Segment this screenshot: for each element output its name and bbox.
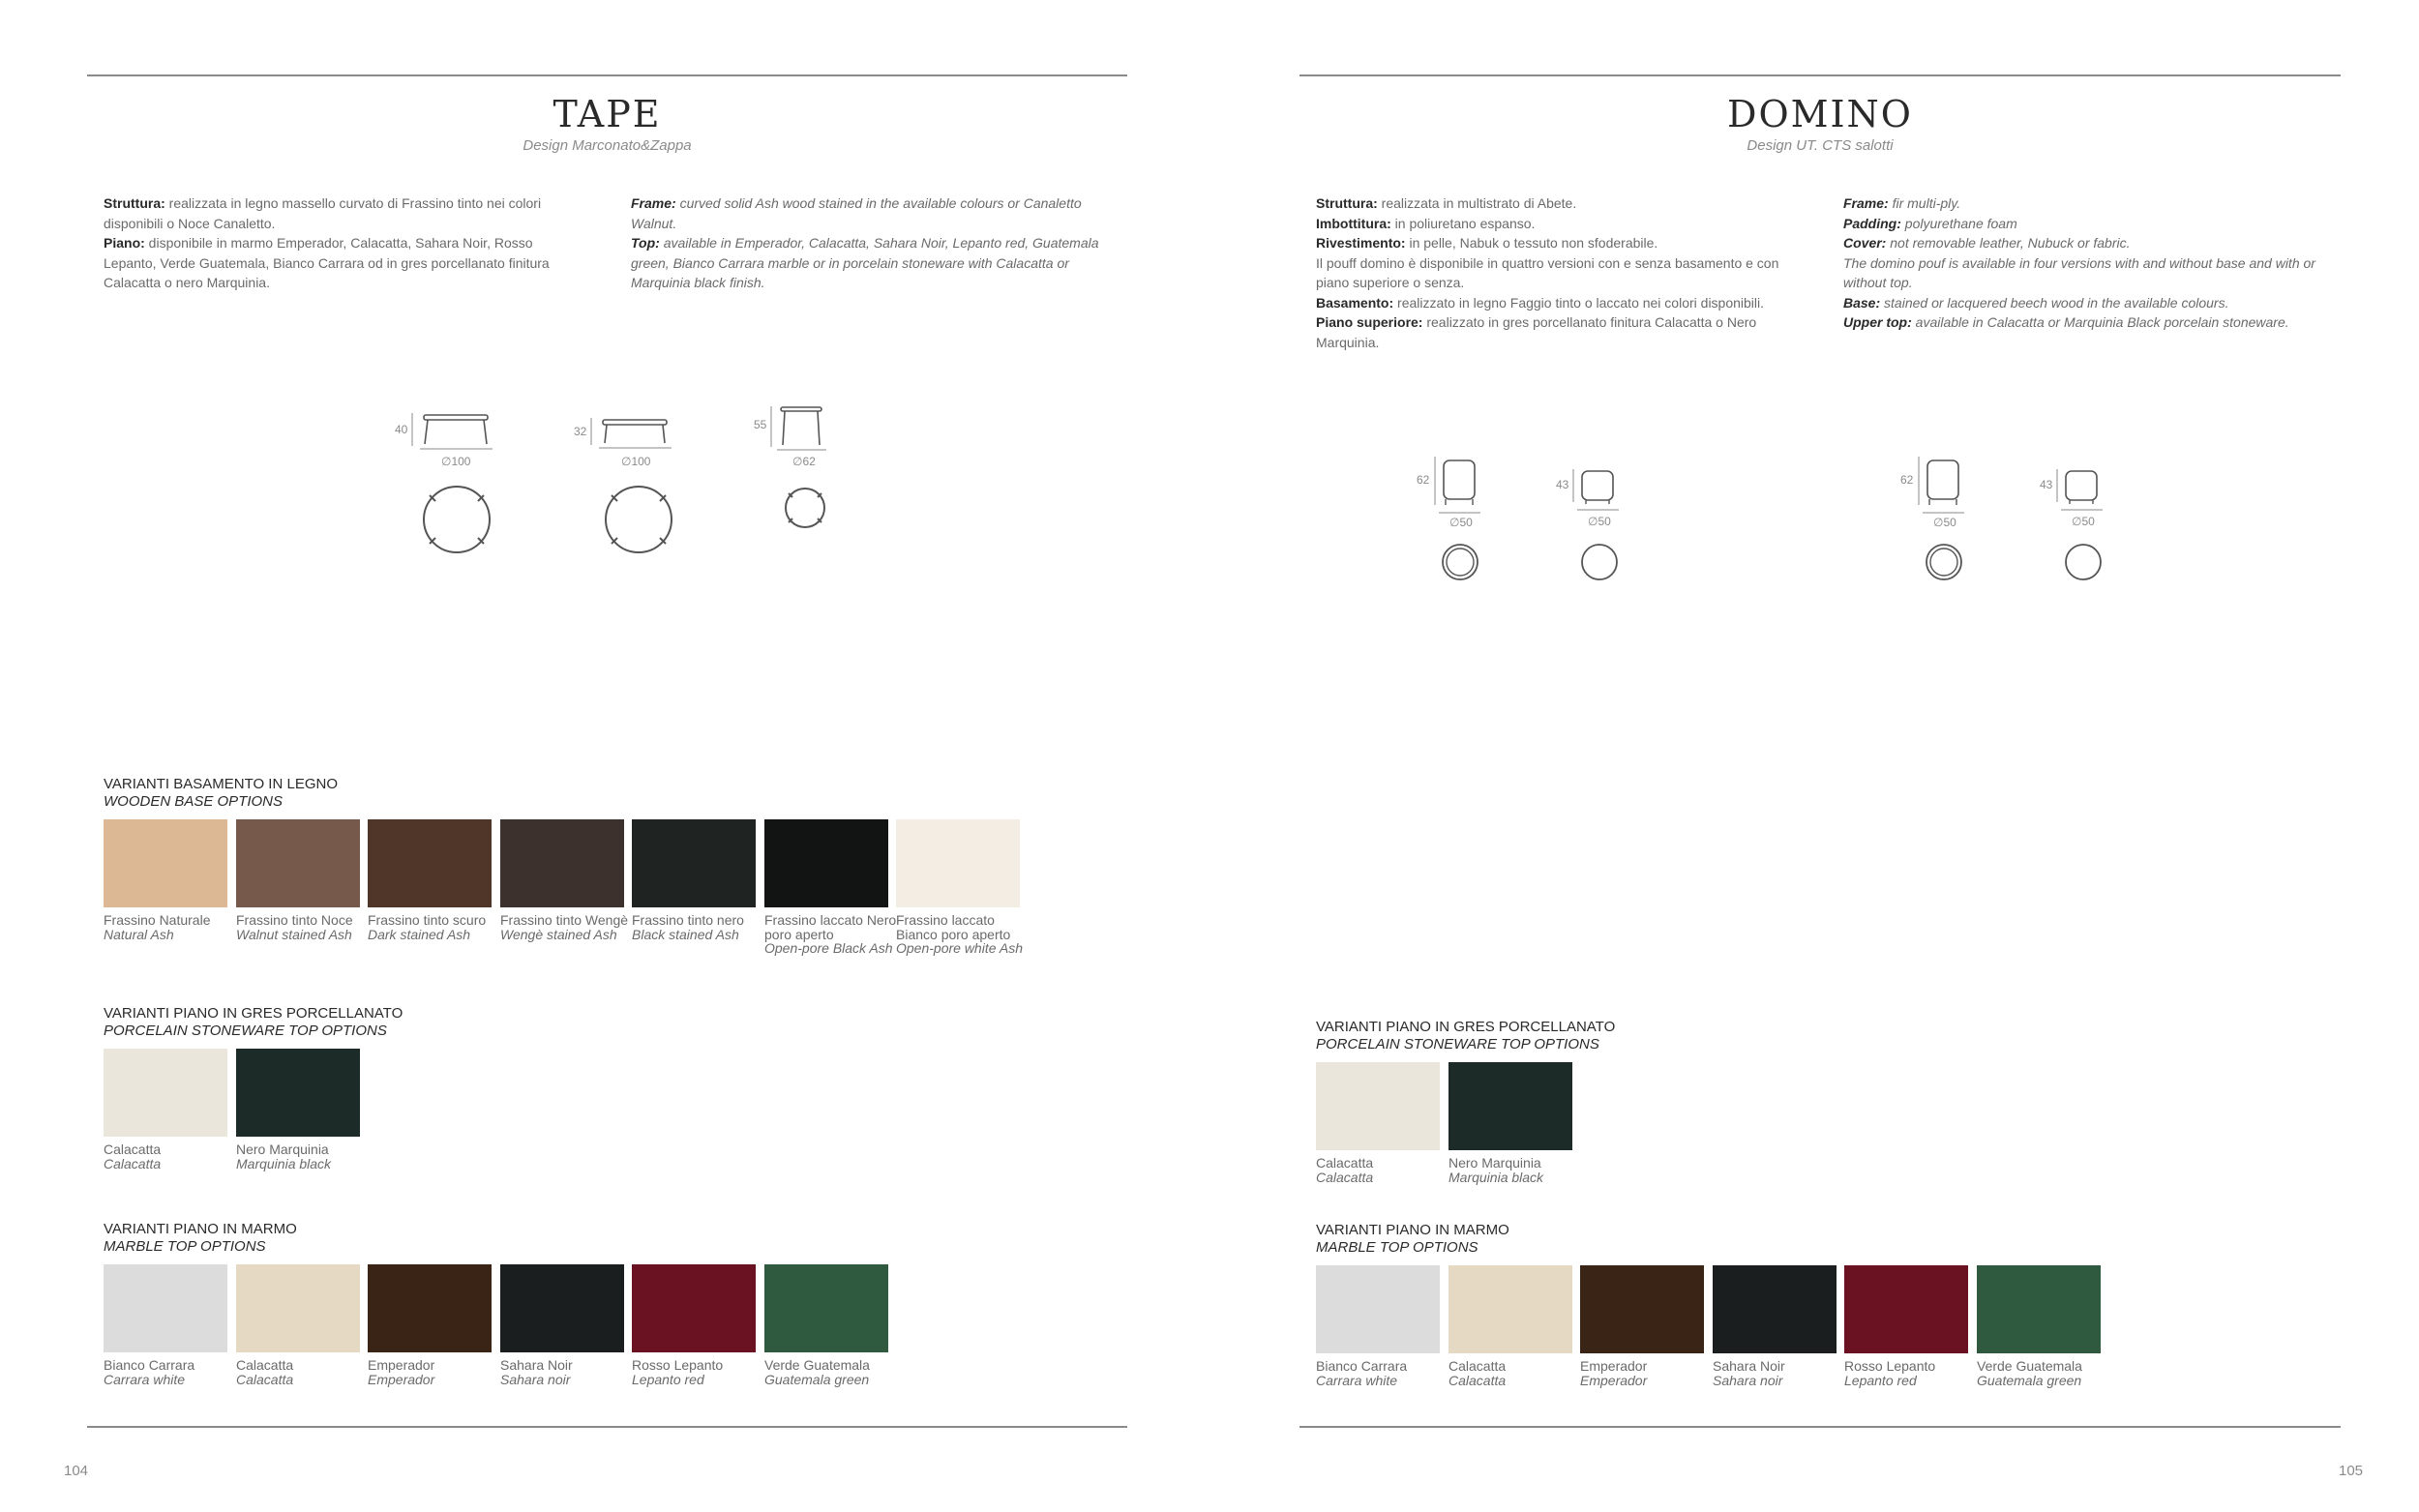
description-text: polyurethane foam	[1900, 215, 2017, 231]
description-paragraph	[1316, 293, 1790, 313]
material-caption	[764, 1358, 900, 1386]
material-name-en: Black stained Ash	[632, 926, 739, 942]
material-swatch	[632, 1264, 756, 1352]
left-description-it	[104, 193, 568, 293]
material-name-it: Verde Guatemala	[764, 1357, 870, 1373]
description-text: not removable leather, Nubuck or fabric.	[1886, 235, 2131, 251]
material-swatch	[236, 1264, 360, 1352]
description-paragraph	[631, 193, 1105, 233]
material-caption	[1448, 1359, 1584, 1387]
height-label: 32	[574, 425, 587, 438]
description-label: Frame:	[631, 195, 676, 211]
description-paragraph	[1316, 253, 1790, 293]
right-description-en	[1843, 193, 2332, 333]
material-name-it: Bianco Carrara	[104, 1357, 195, 1373]
right-gres-section-title: VARIANTI PIANO IN GRES PORCELLANATO PORCELAIN STONEWARE TOP OPTIONS	[1316, 1019, 1616, 1052]
material-name-it: Rosso Lepanto	[632, 1357, 724, 1373]
description-label: Upper top:	[1843, 314, 1912, 330]
description-paragraph	[1316, 312, 1790, 352]
material-swatch	[764, 819, 888, 907]
material-name-it: Sahara Noir	[1713, 1358, 1785, 1374]
description-paragraph	[1843, 233, 2332, 253]
description-text: realizzato in legno Faggio tinto o laccato nei colori disponibili.	[1393, 294, 1765, 311]
material-caption	[236, 913, 372, 941]
material-name-en: Calacatta	[1448, 1372, 1507, 1388]
description-paragraph	[1843, 193, 2332, 214]
height-label: 40	[395, 423, 408, 436]
description-label: Struttura:	[1316, 195, 1378, 211]
description-text: stained or lacquered beech wood in the available colours.	[1880, 294, 2229, 311]
material-name-it: Emperador	[368, 1357, 435, 1373]
material-swatch	[500, 819, 624, 907]
description-label: Struttura:	[104, 195, 165, 211]
right-description-it	[1316, 193, 1790, 352]
material-name-it: Nero Marquinia	[236, 1141, 329, 1157]
material-name-it: Nero Marquinia	[1448, 1155, 1541, 1171]
table-plan-drawing	[416, 484, 497, 555]
right-top-rule	[1299, 74, 2341, 76]
material-swatch	[236, 1049, 360, 1137]
material-name-it: Bianco Carrara	[1316, 1358, 1408, 1374]
left-top-rule	[87, 74, 1127, 76]
material-name-en: Guatemala green	[1977, 1372, 2082, 1388]
pouf-plan-drawing	[2064, 543, 2103, 581]
material-name-en: Carrara white	[104, 1371, 186, 1387]
diameter-label: ∅50	[2072, 515, 2095, 528]
material-name-it: Verde Guatemala	[1977, 1358, 2082, 1374]
material-name-en: Emperador	[1580, 1372, 1648, 1388]
material-swatch	[1316, 1265, 1440, 1353]
pouf-plan-drawing	[1925, 543, 1963, 581]
material-name-en: Dark stained Ash	[368, 926, 471, 942]
material-name-en: Lepanto red	[1844, 1372, 1917, 1388]
height-label: 62	[1417, 473, 1430, 487]
material-swatch	[236, 819, 360, 907]
material-swatch	[368, 819, 492, 907]
material-caption	[1316, 1359, 1451, 1387]
description-paragraph	[1843, 312, 2332, 333]
description-paragraph	[1843, 214, 2332, 234]
description-text: Il pouff domino è disponibile in quattro versioni con e senza basamento e con piano superiore o senza.	[1316, 254, 1779, 290]
material-caption	[236, 1142, 372, 1171]
material-name-en: Sahara noir	[500, 1371, 571, 1387]
table-elevation-drawing	[770, 404, 832, 451]
material-name-it: Rosso Lepanto	[1844, 1358, 1936, 1374]
description-label: Cover:	[1843, 235, 1887, 251]
material-caption	[368, 913, 503, 941]
description-paragraph	[1843, 293, 2332, 313]
description-label: Piano superiore:	[1316, 314, 1423, 330]
material-swatch	[1580, 1265, 1704, 1353]
material-swatch	[1713, 1265, 1837, 1353]
pouf-elevation-drawing	[1572, 467, 1621, 512]
material-swatch	[1977, 1265, 2101, 1353]
description-paragraph	[1316, 214, 1790, 234]
material-swatch	[1448, 1062, 1572, 1150]
material-caption	[104, 1142, 239, 1171]
material-caption	[632, 913, 767, 941]
material-name-it: Frassino tinto Noce	[236, 912, 353, 928]
material-name-en: Natural Ash	[104, 926, 174, 942]
material-caption	[368, 1358, 503, 1386]
material-name-en: Lepanto red	[632, 1371, 704, 1387]
description-text: in pelle, Nabuk o tessuto non sfoderabile.	[1405, 235, 1658, 251]
material-caption	[500, 913, 636, 941]
material-name-en: Guatemala green	[764, 1371, 870, 1387]
material-name-it: Frassino Naturale	[104, 912, 211, 928]
material-name-it: Calacatta	[1448, 1358, 1507, 1374]
material-name-en: Marquinia black	[236, 1155, 332, 1171]
table-elevation-drawing	[411, 411, 498, 450]
material-caption	[1844, 1359, 1980, 1387]
material-name-en: Open-pore white Ash	[896, 940, 1023, 956]
diameter-label: ∅50	[1588, 515, 1611, 528]
left-marble-section-title: VARIANTI PIANO IN MARMO MARBLE TOP OPTIONS	[104, 1221, 297, 1255]
left-product-title: TAPE	[552, 93, 662, 135]
pouf-plan-drawing	[1580, 543, 1619, 581]
pouf-elevation-drawing	[1434, 455, 1482, 515]
left-page-number: 104	[64, 1463, 89, 1479]
description-paragraph	[104, 193, 568, 233]
diameter-label: ∅50	[1449, 516, 1473, 529]
description-text: available in Emperador, Calacatta, Sahara Noir, Lepanto red, Guatemala green, Bianco Carrara marble or in porcelain stoneware with Calacatta or Marquinia black finish.	[631, 235, 1099, 290]
diameter-label: ∅50	[1933, 516, 1956, 529]
diameter-label: ∅62	[792, 455, 816, 468]
description-label: Frame:	[1843, 195, 1889, 211]
pouf-elevation-drawing	[1918, 455, 1966, 515]
material-name-it: Frassino laccato Nero poro aperto	[764, 912, 897, 942]
material-name-it: Frassino tinto Wengè	[500, 912, 629, 928]
description-paragraph	[631, 233, 1105, 293]
description-label: Base:	[1843, 294, 1881, 311]
material-swatch	[104, 1264, 227, 1352]
material-swatch	[1448, 1265, 1572, 1353]
material-caption	[500, 1358, 636, 1386]
right-product-title: DOMINO	[1727, 93, 1913, 135]
table-plan-drawing	[598, 484, 679, 555]
material-name-it: Sahara Noir	[500, 1357, 573, 1373]
diameter-label: ∅100	[621, 455, 651, 468]
material-name-en: Open-pore Black Ash	[764, 940, 893, 956]
material-swatch	[500, 1264, 624, 1352]
left-bottom-rule	[87, 1426, 1127, 1428]
material-name-it: Frassino tinto nero	[632, 912, 744, 928]
description-text: realizzato in gres porcellanato finitura Calacatta o Nero Marquinia.	[1316, 314, 1757, 350]
right-page-number: 105	[2339, 1463, 2364, 1479]
material-caption	[236, 1358, 372, 1386]
material-name-it: Frassino laccato Bianco poro aperto	[896, 912, 1011, 942]
material-name-it: Frassino tinto scuro	[368, 912, 487, 928]
description-label: Piano:	[104, 235, 145, 251]
description-label: Imbottitura:	[1316, 215, 1391, 231]
pouf-plan-drawing	[1441, 543, 1479, 581]
material-name-it: Calacatta	[104, 1141, 162, 1157]
right-marble-section-title: VARIANTI PIANO IN MARMO MARBLE TOP OPTIONS	[1316, 1222, 1509, 1256]
material-name-en: Emperador	[368, 1371, 435, 1387]
right-designer-subtitle: Design UT. CTS salotti	[1747, 137, 1894, 154]
material-name-en: Wengè stained Ash	[500, 926, 617, 942]
material-name-en: Marquinia black	[1448, 1169, 1544, 1185]
material-name-en: Carrara white	[1316, 1372, 1398, 1388]
material-name-it: Calacatta	[236, 1357, 294, 1373]
material-swatch	[764, 1264, 888, 1352]
height-label: 43	[2040, 478, 2053, 491]
material-swatch	[1844, 1265, 1968, 1353]
description-text: fir multi-ply.	[1888, 195, 1961, 211]
description-label: Top:	[631, 235, 660, 251]
material-caption	[1580, 1359, 1716, 1387]
material-caption	[1316, 1156, 1451, 1184]
material-caption	[1977, 1359, 2112, 1387]
material-caption	[1713, 1359, 1848, 1387]
material-name-it: Calacatta	[1316, 1155, 1374, 1171]
height-label: 55	[754, 418, 767, 431]
material-name-en: Sahara noir	[1713, 1372, 1783, 1388]
material-swatch	[1316, 1062, 1440, 1150]
description-label: Padding:	[1843, 215, 1901, 231]
material-name-en: Calacatta	[104, 1155, 162, 1171]
left-designer-subtitle: Design Marconato&Zappa	[523, 137, 692, 154]
table-plan-drawing	[781, 486, 829, 530]
right-bottom-rule	[1299, 1426, 2341, 1428]
description-text: curved solid Ash wood stained in the available colours or Canaletto Walnut.	[631, 195, 1082, 231]
left-gres-section-title: VARIANTI PIANO IN GRES PORCELLANATO PORCELAIN STONEWARE TOP OPTIONS	[104, 1005, 403, 1039]
description-text: in poliuretano espanso.	[1390, 215, 1536, 231]
material-caption	[104, 913, 239, 941]
description-paragraph	[104, 233, 568, 293]
material-swatch	[104, 1049, 227, 1137]
description-text: realizzata in multistrato di Abete.	[1377, 195, 1577, 211]
description-text: available in Calacatta or Marquinia Black porcelain stoneware.	[1911, 314, 2289, 330]
description-text: disponibile in marmo Emperador, Calacatta, Sahara Noir, Rosso Lepanto, Verde Guatemala, Bianco Carrara od in gres porcellanato finitura Calacatta o nero Marquinia.	[104, 235, 550, 290]
description-paragraph	[1316, 233, 1790, 253]
left-description-en	[631, 193, 1105, 293]
height-label: 62	[1900, 473, 1914, 487]
left-wood-section-title: VARIANTI BASAMENTO IN LEGNO WOODEN BASE OPTIONS	[104, 776, 338, 810]
material-name-en: Walnut stained Ash	[236, 926, 352, 942]
material-swatch	[104, 819, 227, 907]
description-text: The domino pouf is available in four versions with and without base and with or without top.	[1843, 254, 2315, 290]
description-text: realizzata in legno massello curvato di Frassino tinto nei colori disponibili o Noce Canaletto.	[104, 195, 542, 231]
material-name-en: Calacatta	[1316, 1169, 1374, 1185]
material-caption	[632, 1358, 767, 1386]
height-label: 43	[1556, 478, 1569, 491]
description-label: Basamento:	[1316, 294, 1394, 311]
pouf-elevation-drawing	[2056, 467, 2105, 512]
material-caption	[104, 1358, 239, 1386]
material-swatch	[368, 1264, 492, 1352]
material-swatch	[632, 819, 756, 907]
description-label: Rivestimento:	[1316, 235, 1406, 251]
material-name-en: Calacatta	[236, 1371, 294, 1387]
material-caption	[764, 913, 900, 956]
description-paragraph	[1843, 253, 2332, 293]
material-caption	[1448, 1156, 1584, 1184]
material-caption	[896, 913, 1031, 956]
diameter-label: ∅100	[441, 455, 471, 468]
material-swatch	[896, 819, 1020, 907]
material-name-it: Emperador	[1580, 1358, 1648, 1374]
table-elevation-drawing	[590, 416, 677, 451]
description-paragraph	[1316, 193, 1790, 214]
